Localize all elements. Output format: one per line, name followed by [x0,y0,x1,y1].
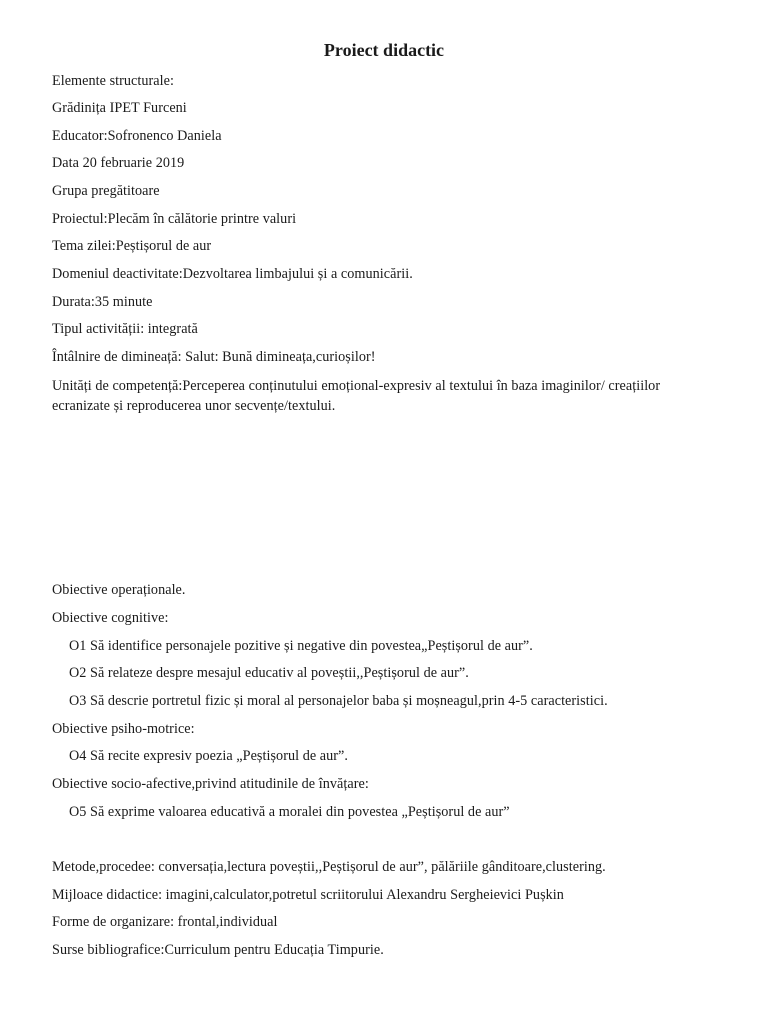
objective-o1: O1 Să identifice personajele pozitive și negative din povestea„Peștișorul de aur”. [69,638,533,654]
header-line-structure: Elemente structurale: [52,73,174,89]
objective-o3: O3 Să descrie portretul fizic și moral al personajelor baba și moșneagul,prin 4-5 caracteristici. [69,693,608,709]
document-title: Proiect didactic [323,40,445,60]
resource-materials: Mijloace didactice: imagini,calculator,potretul scriitorului Alexandru Sergheievici Pușkin [52,887,564,903]
header-line-theme: Tema zilei:Peștișorul de aur [52,238,212,254]
header-line-date: Data 20 februarie 2019 [52,155,185,171]
objective-o4: O4 Să recite expresiv poezia „Peștișorul de aur”. [69,748,349,764]
psychomotor-objectives-heading: Obiective psiho-motrice: [52,721,195,737]
header-line-group: Grupa pregătitoare [52,183,160,199]
header-line-activity-type: Tipul activității: integrată [52,321,198,337]
socio-affective-objectives-heading: Obiective socio-afective,privind atitudinile de învățare: [52,776,369,792]
objective-o5: O5 Să exprime valoarea educativă a moralei din povestea „Peștișorul de aur” [69,804,510,820]
header-line-educator: Educator:Sofronenco Daniela [52,128,222,144]
competence-paragraph: Unități de competență:Perceperea conținutului emoțional-expresiv al textului în baza imaginilor/ creațiilor ecranizate și reproducerea unor secvențe/textului. [52,378,661,414]
header-line-kindergarten: Grădinița IPET Furceni [52,100,187,116]
header-line-morning-meeting: Întâlnire de dimineață: Salut: Bună dimineața,curioșilor! [52,349,376,365]
resource-methods: Metode,procedee: conversația,lectura poveștii,,Peștișorul de aur”, pălăriile gânditoare,clustering. [52,859,606,875]
header-line-project: Proiectul:Plecăm în călătorie printre valuri [52,211,297,227]
objectives-heading: Obiective operaționale. [52,582,186,598]
resource-bibliography: Surse bibliografice:Curriculum pentru Educația Timpurie. [52,942,384,958]
objective-o2: O2 Să relateze despre mesajul educativ al poveștii,,Peștișorul de aur”. [69,665,469,681]
resource-organization: Forme de organizare: frontal,individual [52,914,278,930]
header-line-duration: Durata:35 minute [52,294,153,310]
header-line-domain: Domeniul deactivitate:Dezvoltarea limbajului și a comunicării. [52,266,413,282]
cognitive-objectives-heading: Obiective cognitive: [52,610,169,626]
